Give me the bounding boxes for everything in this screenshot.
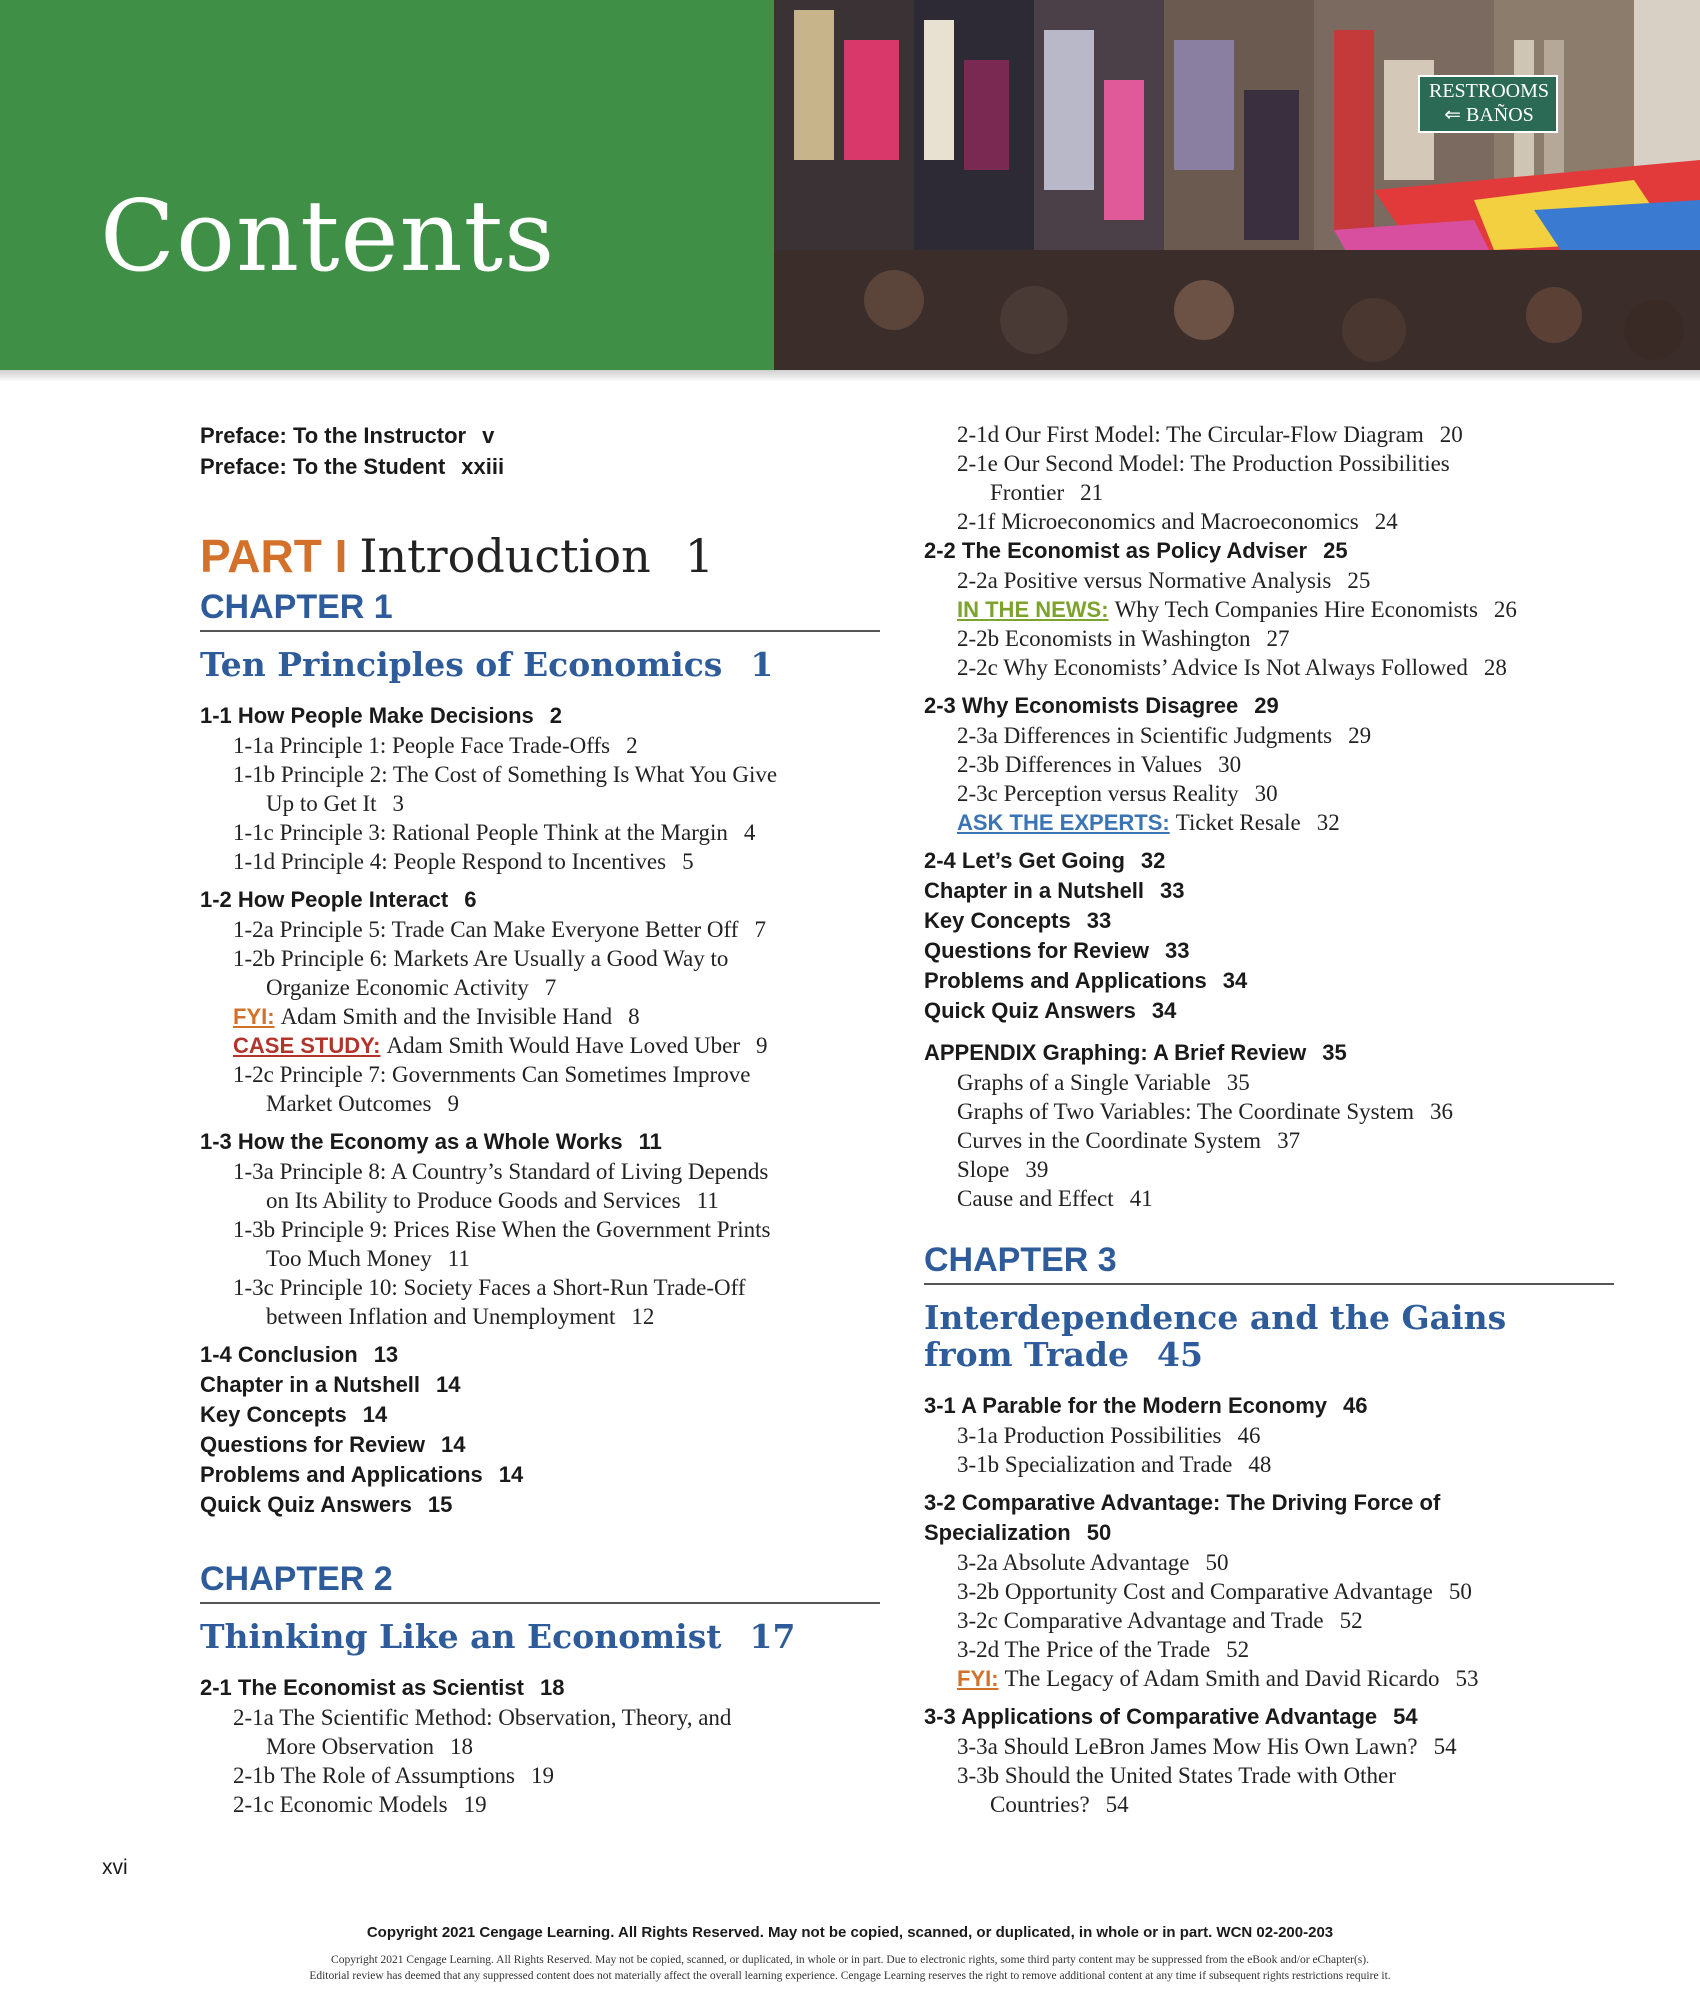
toc-subsection[interactable]: 1-2b Principle 6: Markets Are Usually a Good Way to: [233, 946, 729, 971]
toc-subsection[interactable]: Curves in the Coordinate System 37: [957, 1128, 1301, 1153]
toc-section-cont[interactable]: Specialization 50: [924, 1520, 1112, 1545]
toc-section[interactable]: Quick Quiz Answers 15: [200, 1492, 453, 1517]
toc-subsection[interactable]: 3-2d The Price of the Trade 52: [957, 1637, 1250, 1662]
toc-section[interactable]: 2-3 Why Economists Disagree 29: [924, 693, 1279, 718]
toc-subsection[interactable]: 3-1b Specialization and Trade 48: [957, 1452, 1272, 1477]
toc-subsection[interactable]: 2-1d Our First Model: The Circular-Flow Diagram 20: [957, 422, 1463, 447]
chapter-title[interactable]: Thinking Like an Economist 17: [200, 1617, 796, 1656]
toc-section[interactable]: Problems and Applications 34: [924, 968, 1248, 993]
toc-feature-case-study[interactable]: CASE STUDY: Adam Smith Would Have Loved Uber 9: [233, 1033, 768, 1058]
toc-subsection[interactable]: 3-3b Should the United States Trade with Other: [957, 1763, 1396, 1788]
toc-subsection[interactable]: 1-2a Principle 5: Trade Can Make Everyone Better Off 7: [233, 917, 766, 942]
contents-right-column: [924, 420, 1614, 1819]
toc-subsection[interactable]: Graphs of Two Variables: The Coordinate System 36: [957, 1099, 1454, 1124]
toc-subsection[interactable]: 2-1a The Scientific Method: Observation, Theory, and: [233, 1705, 732, 1730]
toc-subsection[interactable]: Cause and Effect 41: [957, 1186, 1153, 1211]
toc-subsection[interactable]: 1-1d Principle 4: People Respond to Incentives 5: [233, 849, 694, 874]
toc-subsection-cont[interactable]: Too Much Money 11: [266, 1246, 470, 1271]
toc-section[interactable]: Chapter in a Nutshell 14: [200, 1372, 461, 1397]
toc-subsection[interactable]: Slope 39: [957, 1157, 1049, 1182]
toc-section[interactable]: Questions for Review 14: [200, 1432, 466, 1457]
toc-subsection-cont[interactable]: Up to Get It 3: [266, 791, 405, 816]
chapter-label: CHAPTER 1: [200, 586, 880, 632]
toc-subsection[interactable]: 1-2c Principle 7: Governments Can Sometimes Improve: [233, 1062, 751, 1087]
toc-section[interactable]: Problems and Applications 14: [200, 1462, 524, 1487]
toc-subsection[interactable]: 1-3a Principle 8: A Country’s Standard of Living Depends: [233, 1159, 769, 1184]
toc-section[interactable]: 2-2 The Economist as Policy Adviser 25: [924, 538, 1348, 563]
toc-subsection[interactable]: 1-3c Principle 10: Society Faces a Short-Run Trade-Off: [233, 1275, 746, 1300]
toc-subsection-cont[interactable]: More Observation 18: [266, 1734, 473, 1759]
restrooms-sign-line1: RESTROOMS: [1428, 80, 1550, 102]
toc-subsection[interactable]: 2-3b Differences in Values 30: [957, 752, 1242, 777]
toc-subsection[interactable]: 2-2c Why Economists’ Advice Is Not Always Followed 28: [957, 655, 1507, 680]
toc-section[interactable]: Chapter in a Nutshell 33: [924, 878, 1185, 903]
toc-section[interactable]: 1-4 Conclusion 13: [200, 1342, 399, 1367]
toc-feature-in-the-news[interactable]: IN THE NEWS: Why Tech Companies Hire Economists 26: [957, 597, 1517, 622]
left-arrow-icon: ⇐: [1444, 104, 1461, 126]
toc-appendix[interactable]: APPENDIX Graphing: A Brief Review 35: [924, 1040, 1347, 1065]
toc-entry[interactable]: Preface: To the Student xxiii: [200, 454, 505, 479]
toc-subsection-cont[interactable]: Frontier 21: [990, 480, 1104, 505]
chapter-title[interactable]: Ten Principles of Economics 1: [200, 645, 774, 684]
toc-subsection[interactable]: 3-1a Production Possibilities 46: [957, 1423, 1261, 1448]
toc-subsection[interactable]: 3-2a Absolute Advantage 50: [957, 1550, 1229, 1575]
toc-subsection-cont[interactable]: on Its Ability to Produce Goods and Services 11: [266, 1188, 719, 1213]
chapter-label: CHAPTER 3: [924, 1239, 1614, 1285]
page-title: Contents: [100, 180, 556, 294]
toc-subsection[interactable]: Graphs of a Single Variable 35: [957, 1070, 1250, 1095]
page-number: xvi: [102, 1856, 128, 1879]
toc-section[interactable]: 3-3 Applications of Comparative Advantage 54: [924, 1704, 1418, 1729]
toc-entry[interactable]: Preface: To the Instructor v: [200, 423, 495, 448]
toc-section[interactable]: 1-2 How People Interact 6: [200, 887, 477, 912]
toc-subsection[interactable]: 3-3a Should LeBron James Mow His Own Lawn? 54: [957, 1734, 1457, 1759]
toc-subsection[interactable]: 2-1e Our Second Model: The Production Possibilities: [957, 451, 1450, 476]
toc-subsection[interactable]: 2-2a Positive versus Normative Analysis 25: [957, 568, 1371, 593]
toc-section[interactable]: Key Concepts 33: [924, 908, 1112, 933]
toc-subsection-cont[interactable]: Organize Economic Activity 7: [266, 975, 557, 1000]
toc-feature-fyi[interactable]: FYI: Adam Smith and the Invisible Hand 8: [233, 1004, 640, 1029]
toc-feature-ask-the-experts[interactable]: ASK THE EXPERTS: Ticket Resale 32: [957, 810, 1340, 835]
toc-subsection[interactable]: 2-3c Perception versus Reality 30: [957, 781, 1278, 806]
toc-subsection[interactable]: 2-1f Microeconomics and Macroeconomics 24: [957, 509, 1398, 534]
chapter-title[interactable]: Interdependence and the Gains from Trade 45: [924, 1298, 1507, 1374]
part-title: Introduction: [359, 529, 651, 583]
part-label: PART I: [200, 530, 348, 582]
toc-section[interactable]: 3-1 A Parable for the Modern Economy 46: [924, 1393, 1368, 1418]
toc-section[interactable]: 2-4 Let’s Get Going 32: [924, 848, 1166, 873]
toc-subsection[interactable]: 1-1c Principle 3: Rational People Think at the Margin 4: [233, 820, 756, 845]
part-heading: [200, 526, 880, 586]
part-page: 1: [684, 529, 714, 583]
contents-left-column: [200, 420, 880, 1819]
market-photo: [774, 0, 1700, 370]
toc-section[interactable]: 2-1 The Economist as Scientist 18: [200, 1675, 565, 1700]
market-photo-illustration: [774, 0, 1700, 370]
toc-subsection[interactable]: 1-3b Principle 9: Prices Rise When the Government Prints: [233, 1217, 771, 1242]
toc-section[interactable]: 1-3 How the Economy as a Whole Works 11: [200, 1129, 662, 1154]
toc-subsection[interactable]: 2-3a Differences in Scientific Judgments 29: [957, 723, 1372, 748]
toc-section[interactable]: 3-2 Comparative Advantage: The Driving Force of: [924, 1490, 1441, 1515]
toc-section[interactable]: 1-1 How People Make Decisions 2: [200, 703, 563, 728]
restrooms-sign-line2: ⇐ BAÑOS: [1444, 104, 1534, 126]
chapter-label: CHAPTER 2: [200, 1558, 880, 1604]
toc-subsection[interactable]: 1-1a Principle 1: People Face Trade-Offs 2: [233, 733, 638, 758]
toc-subsection[interactable]: 1-1b Principle 2: The Cost of Something Is What You Give: [233, 762, 778, 787]
toc-subsection-cont[interactable]: Market Outcomes 9: [266, 1091, 459, 1116]
toc-subsection[interactable]: 2-1c Economic Models 19: [233, 1792, 487, 1817]
toc-subsection-cont[interactable]: between Inflation and Unemployment 12: [266, 1304, 655, 1329]
toc-section[interactable]: Questions for Review 33: [924, 938, 1190, 963]
header-shadow: [0, 370, 1700, 382]
toc-subsection[interactable]: 3-2b Opportunity Cost and Comparative Advantage 50: [957, 1579, 1472, 1604]
toc-subsection[interactable]: 2-1b The Role of Assumptions 19: [233, 1763, 554, 1788]
toc-subsection[interactable]: 3-2c Comparative Advantage and Trade 52: [957, 1608, 1363, 1633]
toc-feature-fyi[interactable]: FYI: The Legacy of Adam Smith and David Ricardo 53: [957, 1666, 1479, 1691]
toc-subsection[interactable]: 2-2b Economists in Washington 27: [957, 626, 1290, 651]
toc-section[interactable]: Quick Quiz Answers 34: [924, 998, 1177, 1023]
copyright-notice: Copyright 2021 Cengage Learning. All Rights Reserved. May not be copied, scanned, or duplicated, in whole or in part. WCN 02-200-203: [366, 1924, 1334, 1941]
toc-subsection-cont[interactable]: Countries? 54: [990, 1792, 1129, 1817]
copyright-fineprint: Copyright 2021 Cengage Learning. All Rights Reserved. May not be copied, scanned, or duplicated, in whole or in part. Due to electronic rights, some third party content may be suppressed from the eBook and/or eChapter(s). Editorial review has deemed that any suppressed content does not materially affect the overall learning experience. Cengage Learning reserves the right to remove additional content at any time if subsequent rights restrictions require it.: [309, 1954, 1391, 1982]
toc-section[interactable]: Key Concepts 14: [200, 1402, 388, 1427]
